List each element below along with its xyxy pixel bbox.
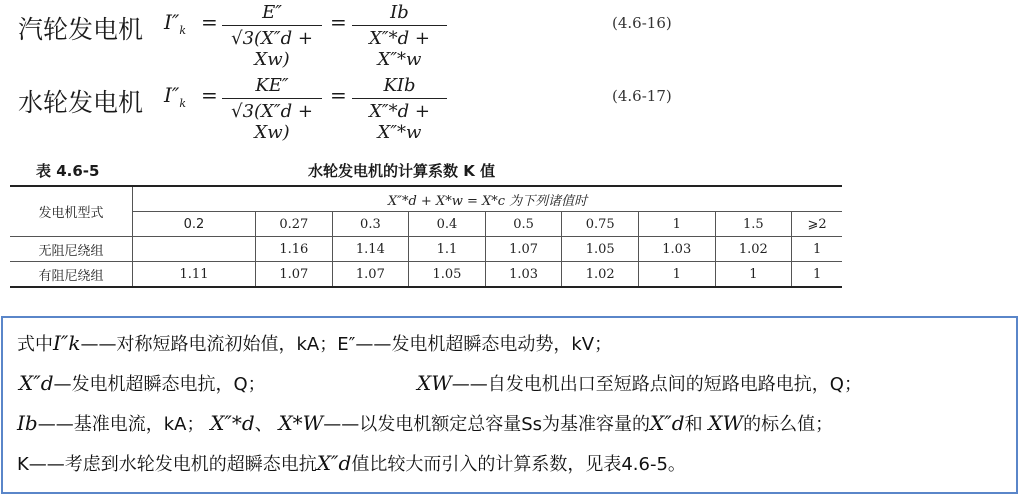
table-cell: 1.16 xyxy=(256,237,333,262)
fraction-bar xyxy=(222,25,322,26)
note-line-4 xyxy=(17,450,686,476)
table-number: 表 4.6-5 xyxy=(36,162,100,180)
table-cell: 1.11 xyxy=(133,262,256,288)
symbol-notes-box xyxy=(1,316,1018,494)
note-line-2-right xyxy=(417,370,862,396)
table-row xyxy=(10,237,842,262)
note-text: ——自发电机出口至短路点间的短路电路电抗，Q； xyxy=(451,374,862,395)
equation-hydro-generator xyxy=(0,75,1024,143)
column-header-row xyxy=(10,212,842,237)
table-cell: 1.07 xyxy=(256,262,333,288)
fraction-numerator: KE″ xyxy=(255,75,289,96)
fraction-denominator: X″*d + X″*w xyxy=(369,28,430,70)
fraction-bar xyxy=(352,98,447,99)
math-symbol: XW xyxy=(417,371,452,395)
table-cell: 1.07 xyxy=(332,262,409,288)
row-label: 无阻尼绕组 xyxy=(10,237,133,262)
table-cell: 1 xyxy=(638,262,715,288)
equation-lhs: $I''_k$ xyxy=(164,83,187,110)
table-cell xyxy=(133,237,256,262)
note-text: —发电机超瞬态电抗，Q； xyxy=(53,374,266,395)
math-symbol: XW xyxy=(708,411,744,435)
fraction-numerator: Ib xyxy=(390,2,409,23)
note-text: ——对称短路电流初始值，kA；E″——发电机超瞬态电动势，kV； xyxy=(80,334,613,355)
column-header: 0.4 xyxy=(409,212,486,237)
table-row xyxy=(10,262,842,288)
fraction-2 xyxy=(352,2,447,70)
column-header: 0.27 xyxy=(256,212,333,237)
table-cell: 1 xyxy=(715,262,792,288)
equals-sign: = xyxy=(201,10,218,34)
note-line-2 xyxy=(19,370,266,396)
table-caption xyxy=(0,160,1024,182)
fraction-2 xyxy=(352,75,447,143)
math-symbol: Ib xyxy=(17,411,38,435)
column-header: ⩾2 xyxy=(792,212,842,237)
column-header: 0.2 xyxy=(133,212,256,237)
equation-turbo-generator xyxy=(0,2,1024,70)
column-header: 1 xyxy=(638,212,715,237)
table-title: 水轮发电机的计算系数 K 值 xyxy=(308,162,496,180)
k-value-table xyxy=(10,185,842,288)
column-header: 0.75 xyxy=(562,212,639,237)
fraction-bar xyxy=(222,98,322,99)
equation-number: (4.6-17) xyxy=(612,87,672,105)
table-cell: 1.03 xyxy=(638,237,715,262)
table-cell: 1.02 xyxy=(562,262,639,288)
note-text: K——考虑到水轮发电机的超瞬态电抗 xyxy=(17,454,317,475)
note-text: 值比较大而引入的计算系数，见表4.6-5。 xyxy=(351,454,686,475)
row-label: 有阻尼绕组 xyxy=(10,262,133,288)
table-cell: 1.1 xyxy=(409,237,486,262)
note-text: ——基准电流，kA； xyxy=(37,414,205,435)
math-symbol: X″d xyxy=(19,371,54,395)
math-symbol: X″*d xyxy=(210,411,255,435)
table-cell: 1.05 xyxy=(562,237,639,262)
note-text: 的标么值； xyxy=(743,414,834,435)
equals-sign: = xyxy=(330,83,347,107)
note-text: ——以发电机额定总容量Ss为基准容量的 xyxy=(323,414,651,435)
row-header: 发电机型式 xyxy=(10,186,133,237)
note-text: 、 xyxy=(254,414,273,435)
column-header: 0.5 xyxy=(485,212,562,237)
math-symbol: X″d xyxy=(650,411,685,435)
table-cell: 1.14 xyxy=(332,237,409,262)
note-line-1 xyxy=(17,330,612,356)
equation-number: (4.6-16) xyxy=(612,14,672,32)
fraction-denominator: √3(X″d + Xw) xyxy=(231,101,313,143)
table-cell: 1.07 xyxy=(485,237,562,262)
table-cell: 1.02 xyxy=(715,237,792,262)
equation-label: 汽轮发电机 xyxy=(18,15,144,44)
column-header: 1.5 xyxy=(715,212,792,237)
note-text: 式中 xyxy=(17,334,53,355)
note-line-3 xyxy=(17,410,833,436)
math-symbol: X*W xyxy=(278,411,324,435)
fraction-numerator: KIb xyxy=(383,75,416,96)
fraction-1 xyxy=(222,75,322,143)
fraction-denominator: √3(X″d + Xw) xyxy=(231,28,313,70)
fraction-bar xyxy=(352,25,447,26)
column-header: 0.3 xyxy=(332,212,409,237)
math-symbol: I″k xyxy=(53,331,81,355)
note-text: 和 xyxy=(684,414,703,435)
table-cell: 1 xyxy=(792,262,842,288)
equals-sign: = xyxy=(330,10,347,34)
fraction-denominator: X″*d + X″*w xyxy=(369,101,430,143)
table-cell: 1 xyxy=(792,237,842,262)
fraction-numerator: E″ xyxy=(262,2,282,23)
math-symbol: X″d xyxy=(316,451,352,475)
equation-label: 水轮发电机 xyxy=(18,88,144,117)
fraction-1 xyxy=(222,2,322,70)
equation-lhs: $I''_k$ xyxy=(164,10,187,37)
group-header: X″*d + X*w = X*c 为下列诸值时 xyxy=(133,186,843,212)
table-cell: 1.03 xyxy=(485,262,562,288)
table-cell: 1.05 xyxy=(409,262,486,288)
equals-sign: = xyxy=(201,83,218,107)
